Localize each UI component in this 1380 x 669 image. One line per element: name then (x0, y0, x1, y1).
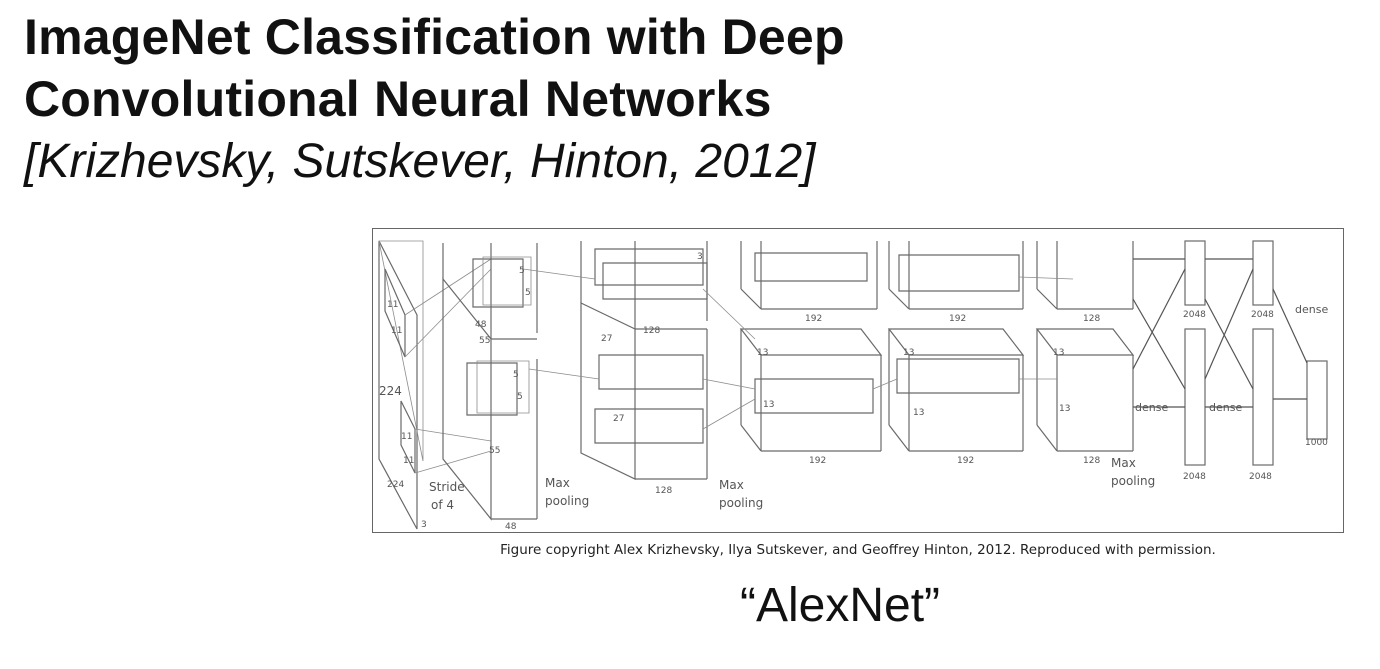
label-maxpool3-2: pooling (1111, 474, 1156, 488)
label-conv2-depth-top: 128 (643, 326, 661, 336)
label-fc6-top: 2048 (1183, 310, 1206, 320)
label-dense-b: dense (1209, 401, 1243, 414)
label-conv3-size-a: 13 (757, 348, 769, 358)
alexnet-diagram (373, 229, 1344, 533)
label-k5-b: 5 (525, 288, 531, 298)
label-input-size-bottom: 224 (387, 480, 405, 490)
label-conv2-size-a: 27 (601, 334, 613, 344)
label-fc6-bottom: 2048 (1183, 472, 1206, 482)
label-stride-2: of 4 (431, 498, 455, 512)
label-conv4-depth-bottom: 192 (957, 456, 975, 466)
label-maxpool2-1: Max (719, 478, 744, 492)
model-nickname: “AlexNet” (739, 579, 941, 632)
label-fc7-bottom: 2048 (1249, 472, 1272, 482)
label-stride-1: Stride (429, 480, 465, 494)
label-maxpool2-2: pooling (719, 496, 764, 510)
label-conv4-depth-top: 192 (949, 314, 967, 324)
conv3-volume (741, 241, 881, 451)
diagram-labels (379, 252, 1328, 532)
label-conv1-depth-top: 48 (475, 320, 487, 330)
slide-title-block (24, 6, 1124, 192)
dense-layers (1133, 241, 1327, 465)
alexnet-architecture-figure (372, 228, 1344, 533)
label-kernel-11-c: 11 (401, 432, 413, 442)
label-kernel-11-b: 11 (391, 326, 403, 336)
paper-title-line-2: Convolutional Neural Networks (24, 71, 772, 127)
label-k5-c: 5 (513, 370, 519, 380)
label-conv5-depth-bottom: 128 (1083, 456, 1101, 466)
figure-caption: Figure copyright Alex Krizhevsky, Ilya Sutskever, and Geoffrey Hinton, 2012. Reproduced with permission. (500, 542, 1216, 558)
label-fc7-top: 2048 (1251, 310, 1274, 320)
label-k3: 3 (697, 252, 703, 262)
label-kernel-11-a: 11 (387, 300, 399, 310)
paper-title-line-1: ImageNet Classification with Deep (24, 9, 845, 65)
label-maxpool3-1: Max (1111, 456, 1136, 470)
label-maxpool1-2: pooling (545, 494, 590, 508)
label-channels: 3 (421, 520, 427, 530)
label-conv4-size-b: 13 (913, 408, 925, 418)
label-conv2-size-b: 27 (613, 414, 625, 424)
conv4-volume (889, 241, 1023, 451)
label-dense-c: dense (1295, 303, 1329, 316)
label-input-size: 224 (379, 384, 402, 398)
connection-lines (523, 269, 1073, 429)
label-conv3-size-b: 13 (763, 400, 775, 410)
label-conv5-size-a: 13 (1053, 348, 1065, 358)
label-conv5-size-b: 13 (1059, 404, 1071, 414)
label-output: 1000 (1305, 438, 1328, 448)
conv5-volume (1037, 241, 1133, 451)
label-conv4-size-a: 13 (903, 348, 915, 358)
label-conv1-size-a: 55 (479, 336, 491, 346)
paper-citation: [Krizhevsky, Sutskever, Hinton, 2012] (24, 135, 816, 188)
label-k5-d: 5 (517, 392, 523, 402)
label-dense-a: dense (1135, 401, 1169, 414)
label-conv1-depth: 48 (505, 522, 517, 532)
label-conv5-depth-top: 128 (1083, 314, 1101, 324)
conv2-volume (581, 241, 707, 479)
label-conv3-depth-bottom: 192 (809, 456, 827, 466)
label-conv3-depth-top: 192 (805, 314, 823, 324)
label-kernel-11-d: 11 (403, 456, 415, 466)
label-conv2-depth-bottom: 128 (655, 486, 673, 496)
label-maxpool1-1: Max (545, 476, 570, 490)
conv1-volume (443, 243, 537, 519)
label-conv1-size-b: 55 (489, 446, 501, 456)
label-k5-a: 5 (519, 266, 525, 276)
